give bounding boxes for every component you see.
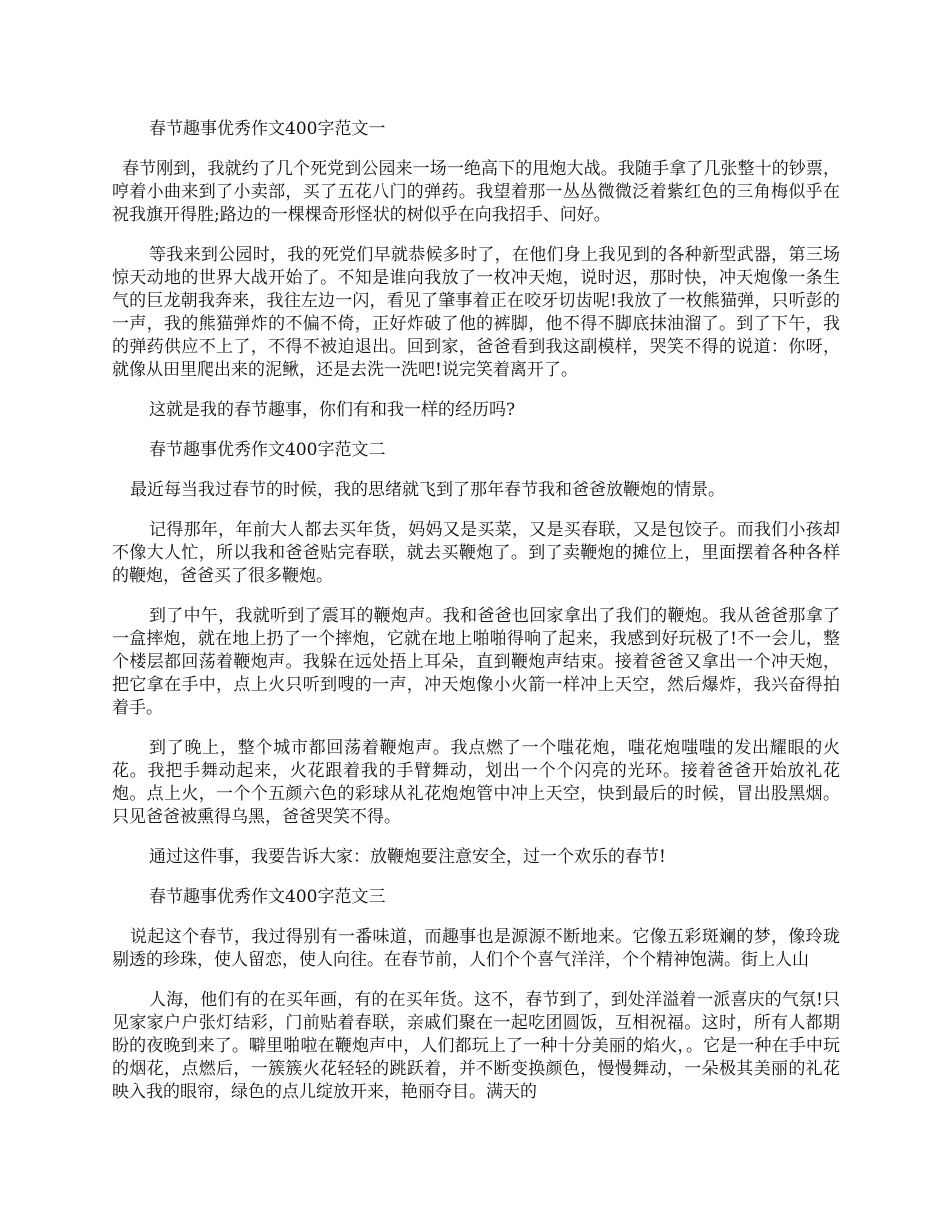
essay-2-paragraph-2: 记得那年，年前大人都去买年货，妈妈又是买菜，又是买春联，又是包饺子。而我们小孩却不像大人忙，所以我和爸爸贴完春联，就去买鞭炮了。到了卖鞭炮的摊位上，里面摆着各种各样的鞭炮，爸爸买了很多鞭炮。 xyxy=(112,520,840,586)
essay-2-title: 春节趣事优秀作文400字范文二 xyxy=(149,440,386,460)
essay-2-paragraph-1: 最近每当我过春节的时候，我的思绪就飞到了那年春节我和爸爸放鞭炮的情景。 xyxy=(130,480,725,500)
essay-2-paragraph-4: 到了晚上，整个城市都回荡着鞭炮声。我点燃了一个嗤花炮，嗤花炮嗤嗤的发出耀眼的火花。我把手舞动起来，火花跟着我的手臂舞动，划出一个个闪亮的光环。接着爸爸开始放礼花炮。点上火，一个个五颜六色的彩球从礼花炮炮管中冲上天空，快到最后的时候，冒出股黑烟。只见爸爸被熏得乌黑，爸爸哭笑不得。 xyxy=(112,738,840,827)
essay-3-title: 春节趣事优秀作文400字范文三 xyxy=(149,887,386,907)
essay-1-paragraph-2: 等我来到公园时，我的死党们早就恭候多时了，在他们身上我见到的各种新型武器，第三场惊天动地的世界大战开始了。不知是谁向我放了一枚冲天炮，说时迟，那时快，冲天炮像一条生气的巨龙朝我奔来，我往左边一闪，看见了肇事着正在咬牙切齿呢!我放了一枚熊猫弹，只听彭的一声，我的熊猫弹炸的不偏不倚，正好炸破了他的裤脚，他不得不脚底抹油溜了。到了下午，我的弹药供应不上了，不得不被迫退出。回到家，爸爸看到我这副模样，哭笑不得的说道：你呀，就像从田里爬出来的泥鳅，还是去洗一洗吧!说完笑着离开了。 xyxy=(112,245,840,380)
essay-3-paragraph-2: 人海，他们有的在买年画，有的在买年货。这不，春节到了，到处洋溢着一派喜庆的气氛!只见家家户户张灯结彩，门前贴着春联，亲戚们聚在一起吃团圆饭，互相祝福。这时，所有人都期盼的夜晚到来了。噼里啪啦在鞭炮声中，人们都玩上了一种十分美丽的焰火，。它是一种在手中玩的烟花，点燃后，一簇簇火花轻轻的跳跃着，并不断变换颜色，慢慢舞动，一朵极其美丽的礼花映入我的眼帘，绿色的点儿绽放开来，艳丽夺目。满天的 xyxy=(112,990,840,1102)
document-page xyxy=(112,118,840,1121)
essay-3-paragraph-1: 说起这个春节，我过得别有一番味道，而趣事也是源源不断地来。它像五彩斑斓的梦，像玲珑剔透的珍珠，使人留恋，使人向往。在春节前，人们个个喜气洋洋，个个精神饱满。街上人山 xyxy=(112,927,840,970)
essay-1-title: 春节趣事优秀作文400字范文一 xyxy=(149,119,386,139)
essay-1-paragraph-1: 春节刚到，我就约了几个死党到公园来一场一绝高下的甩炮大战。我随手拿了几张整十的钞票，哼着小曲来到了小卖部，买了五花八门的弹药。我望着那一丛丛微微泛着紫红色的三角梅似乎在祝我旗开得胜;路边的一棵棵奇形怪状的树似乎在向我招手、问好。 xyxy=(112,159,840,225)
essay-2-paragraph-5: 通过这件事，我要告诉大家：放鞭炮要注意安全，过一个欢乐的春节! xyxy=(149,847,666,867)
essay-2-paragraph-3: 到了中午，我就听到了震耳的鞭炮声。我和爸爸也回家拿出了我们的鞭炮。我从爸爸那拿了一盒摔炮，就在地上扔了一个摔炮，它就在地上啪啪得响了起来，我感到好玩极了!不一会儿，整个楼层都回荡着鞭炮声。我躲在远处捂上耳朵，直到鞭炮声结束。接着爸爸又拿出一个冲天炮，把它拿在手中，点上火只听到嗖的一声，冲天炮像小火箭一样冲上天空，然后爆炸，我兴奋得拍着手。 xyxy=(112,606,840,718)
essay-1-paragraph-3: 这就是我的春节趣事，你们有和我一样的经历吗? xyxy=(149,400,516,420)
